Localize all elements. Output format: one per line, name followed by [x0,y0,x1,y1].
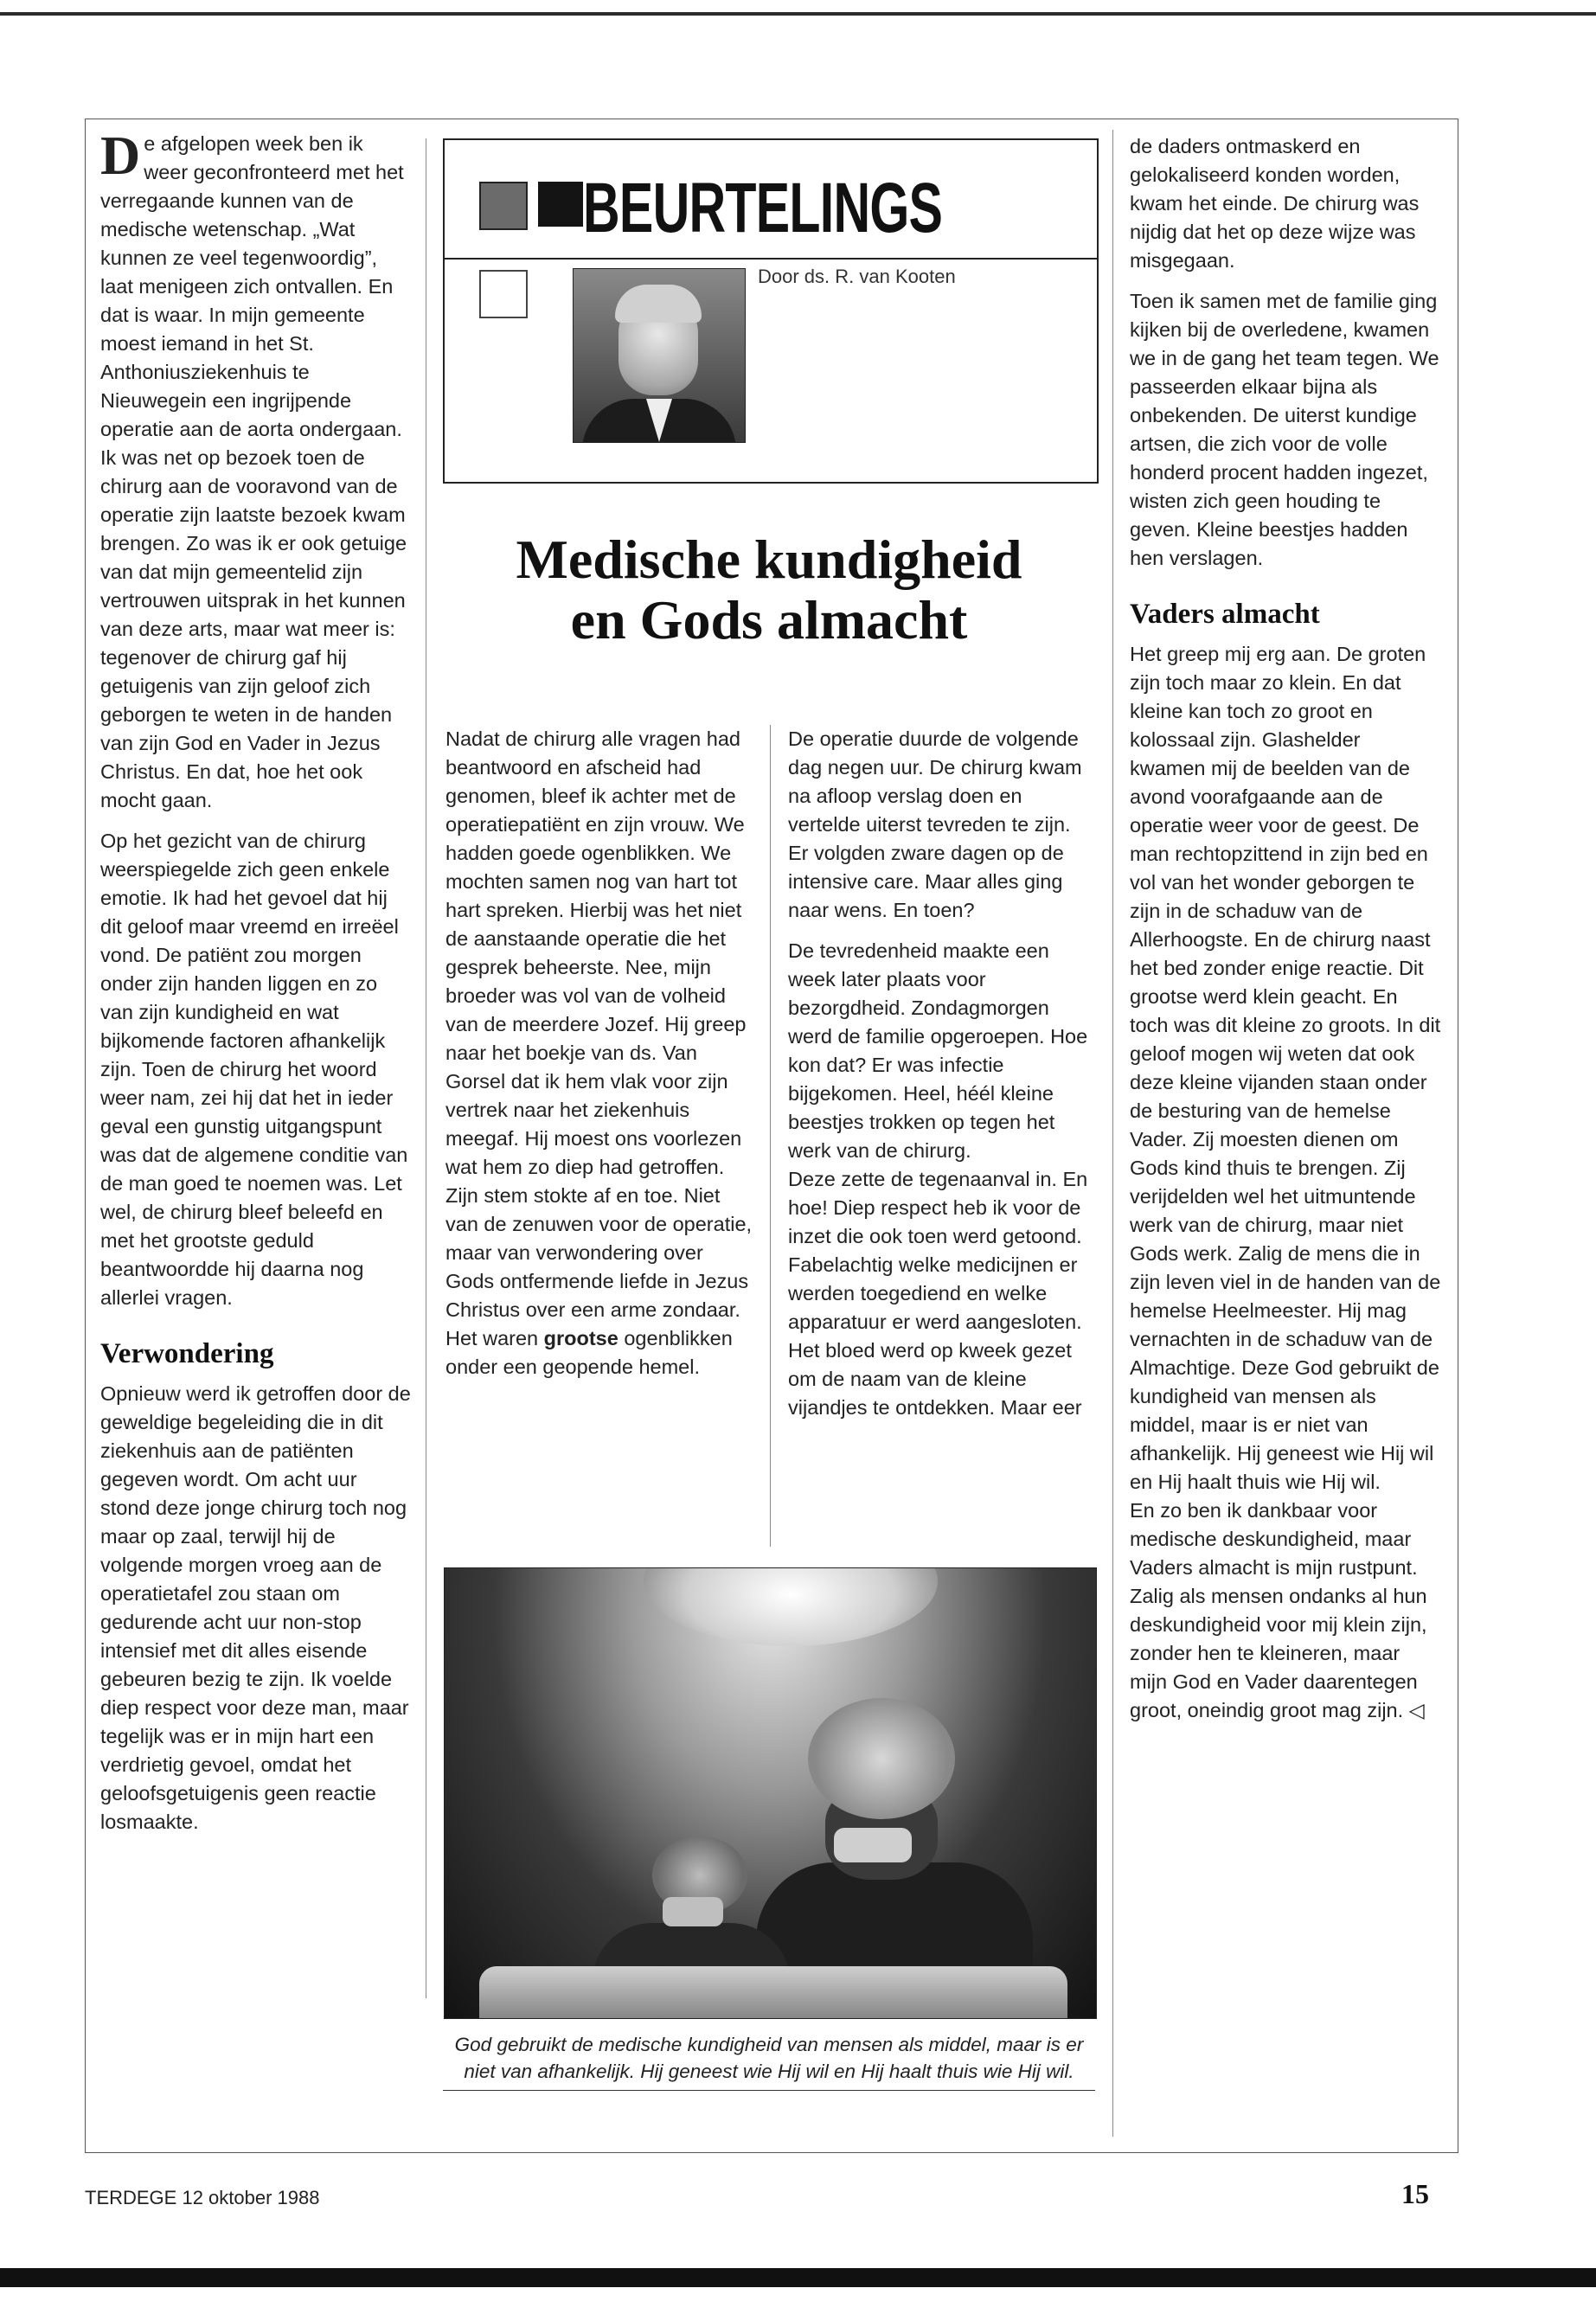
subhead-verwondering: Verwondering [100,1338,274,1369]
photo-caption: God gebruikt de medische kundigheid van mensen als middel, maar is er niet van afhankelijk. Hij geneest wie Hij wil en Hij haalt thuis wie Hij wil. [443,2031,1095,2091]
col4-paragraph-3: Het greep mij erg aan. De groten zijn toch maar zo klein. En dat kleine kan toch zo groot en kolossaal zijn. Glashelder kwamen mij de beelden van de avond voorafgaande aan de operatie weer voor de geest. De man rechtopzittend in zijn bed en vol van het wonder geborgen te zijn in de schaduw van de Allerhoogste. En de chirurg naast het bed zonder enige reactie. Dit grootse werd klein geacht. En toch was dit kleine zo groots. In dit geloof mogen wij weten dat ook deze kleine vijanden staan onder de besturing van de hemelse Vader. Zij moesten dienen om Gods kind thuis te brengen. Zij verijdelden wel het uitmuntende werk van de chirurg, maar niet Gods werk. Zalig de mens die in zijn leven viel in de handen van de hemelse Heelmeester. Hij mag vernachten in de schaduw van de Almachtige. Deze God gebruikt de kundigheid van mensen als middel, maar is er niet van afhankelijk. Hij geneest wie Hij wil en Hij haalt thuis wie Hij wil. [1130,643,1441,1493]
column-4 [1130,132,1441,1737]
col1-paragraph-1: e afgelopen week ben ik weer geconfronteerd met het verregaande kunnen van de medische wetenschap. „Wat kunnen ze veel tegenwoordig”, laat menigeen zich ontvallen. En dat is waar. In mijn gemeente moest iemand in het St. Anthoniusziekenhuis te Nieuwegein een ingrijpende operatie aan de aorta ondergaan. Ik was net op bezoek toen de chirurg aan de vooravond van de operatie zijn laatste bezoek kwam brengen. Zo was ik er ook getuige van dat mijn gemeentelid zijn vertrouwen uitsprak in het kunnen van deze arts, maar wat meer is: tegenover de chirurg gaf hij getuigenis van zijn geloof zich geborgen te weten in de handen van zijn God en Vader in Jezus Christus. En dat, hoe het ook mocht gaan. [100,132,407,811]
col1-paragraph-3: Opnieuw werd ik getroffen door de geweldige begeleiding die in dit ziekenhuis aan de patiënten gegeven wordt. Om acht uur stond deze jonge chirurg toch nog maar op zaal, terwijl hij de volgende morgen vroeg aan de operatietafel zou staan om gedurende acht uur non-stop intensief met dit alles eisende gebeuren bezig te zijn. Ik voelde diep respect voor deze man, maar tegelijk was er in mijn hart een verdrietig gevoel, omdat het geloofsgetuigenis geen reactie losmaakte. [100,1382,411,1833]
col2-paragraph-1: Nadat de chirurg alle vragen had beantwoord en afscheid had genomen, bleef ik achter met de operatiepatiënt en zijn vrouw. We hadden goede ogenblikken. We mochten samen nog van hart tot hart spreken. Hierbij was het niet de aanstaande operatie die het gesprek beheerste. Nee, mijn broeder was vol van de volheid van de meerdere Jozef. Hij greep naar het boekje van ds. Van Gorsel dat ik hem vlak voor zijn vertrek naar het ziekenhuis meegaf. Hij moest ons voorlezen wat hem zo diep had getroffen. Zijn stem stokte af en toe. Niet van de zenuwen voor de operatie, maar van verwondering over Gods ontfermende liefde in Jezus Christus over een arme zondaar. Het waren [445,727,753,1349]
author-portrait [573,268,746,443]
publication-footer: TERDEGE 12 oktober 1988 [85,2187,320,2208]
column-1 [100,125,412,1849]
col3-paragraph-3: Deze zette de tegenaanval in. En hoe! Diep respect heb ik voor de inzet die ook toen werd getoond. Fabelachtig welke medicijnen er werden toegediend en welke apparatuur er werd aangesloten. Het bloed werd op kweek gezet om de naam van de kleine vijandjes te ontdekken. Maar eer [788,1168,1088,1419]
column-title: BEURTELINGS [583,169,943,247]
col3-paragraph-2: De tevredenheid maakte een week later plaats voor bezorgdheid. Zondagmorgen werd de familie opgeroepen. Hoe kon dat? Er was infectie bijgekomen. Heel, héél kleine beestjes trokken op tegen het werk van de chirurg. [788,939,1088,1162]
headline-line-1: Medische kundigheid [516,529,1022,590]
byline: Door ds. R. van Kooten [758,266,956,287]
header-rule [445,258,1097,260]
end-mark-icon: ◁ [1408,1699,1425,1721]
column-divider [1112,130,1113,2137]
column-2 [445,725,753,1394]
article-headline [443,529,1095,651]
grey-square-icon [479,182,528,230]
black-square-icon [538,182,583,227]
subhead-vaders-almacht: Vaders almacht [1130,599,1320,630]
col2-paragraph-1-end: ogenblikken onder een geopende hemel. [445,1327,733,1378]
col4-paragraph-2: Toen ik samen met de familie ging kijken bij de overledene, kwamen we in de gang het team tegen. We passeerden elkaar bijna als onbekenden. De uiterst kundige artsen, die zich voor de volle honderd procent hadden ingezet, wisten zich geen houding te geven. Kleine beestjes hadden hen verslagen. [1130,290,1439,569]
column-header-box [443,138,1099,484]
col4-paragraph-1: de daders ontmaskerd en gelokaliseerd konden worden, kwam het einde. De chirurg was nijdig dat het op deze wijze was misgegaan. [1130,135,1420,272]
top-rule [0,12,1596,16]
col3-paragraph-1: De operatie duurde de volgende dag negen uur. De chirurg kwam na afloop verslag doen en vertelde uiterst tevreden te zijn. Er volgden zware dagen op de intensive care. Maar alles ging naar wens. En toen? [788,727,1082,921]
column-divider [770,725,771,1547]
col1-paragraph-2: Op het gezicht van de chirurg weerspiegelde zich geen enkele emotie. Ik had het gevoel dat hij dit geloof maar vreemd en irreëel vond. De patiënt zou morgen onder zijn handen liggen en zo van zijn kundigheid en wat bijkomende factoren afhankelijk zijn. Toen de chirurg het woord weer nam, zei hij dat het in ieder geval een gunstig uitgangspunt was dat de algemene conditie van de man goed te noemen was. Let wel, de chirurg bleef beleefd en met het grootste geduld beantwoordde hij daarna nog allerlei vragen. [100,830,408,1309]
bottom-bar [0,2268,1596,2287]
col2-bold-word: grootse [543,1327,619,1349]
page-number: 15 [1401,2178,1429,2209]
surgeons-photo [444,1567,1097,2019]
white-square-icon [479,270,528,318]
col4-paragraph-4: En zo ben ik dankbaar voor medische deskundigheid, maar Vaders almacht is mijn rustpunt. Zalig als mensen ondanks al hun deskundigheid voor mij klein zijn, zonder hen te kleineren, maar mijn God en Vader daarentegen groot, oneindig groot mag zijn. [1130,1499,1427,1721]
column-3 [788,725,1095,1434]
drop-cap: D [100,125,141,186]
headline-line-2: en Gods almacht [570,589,968,651]
